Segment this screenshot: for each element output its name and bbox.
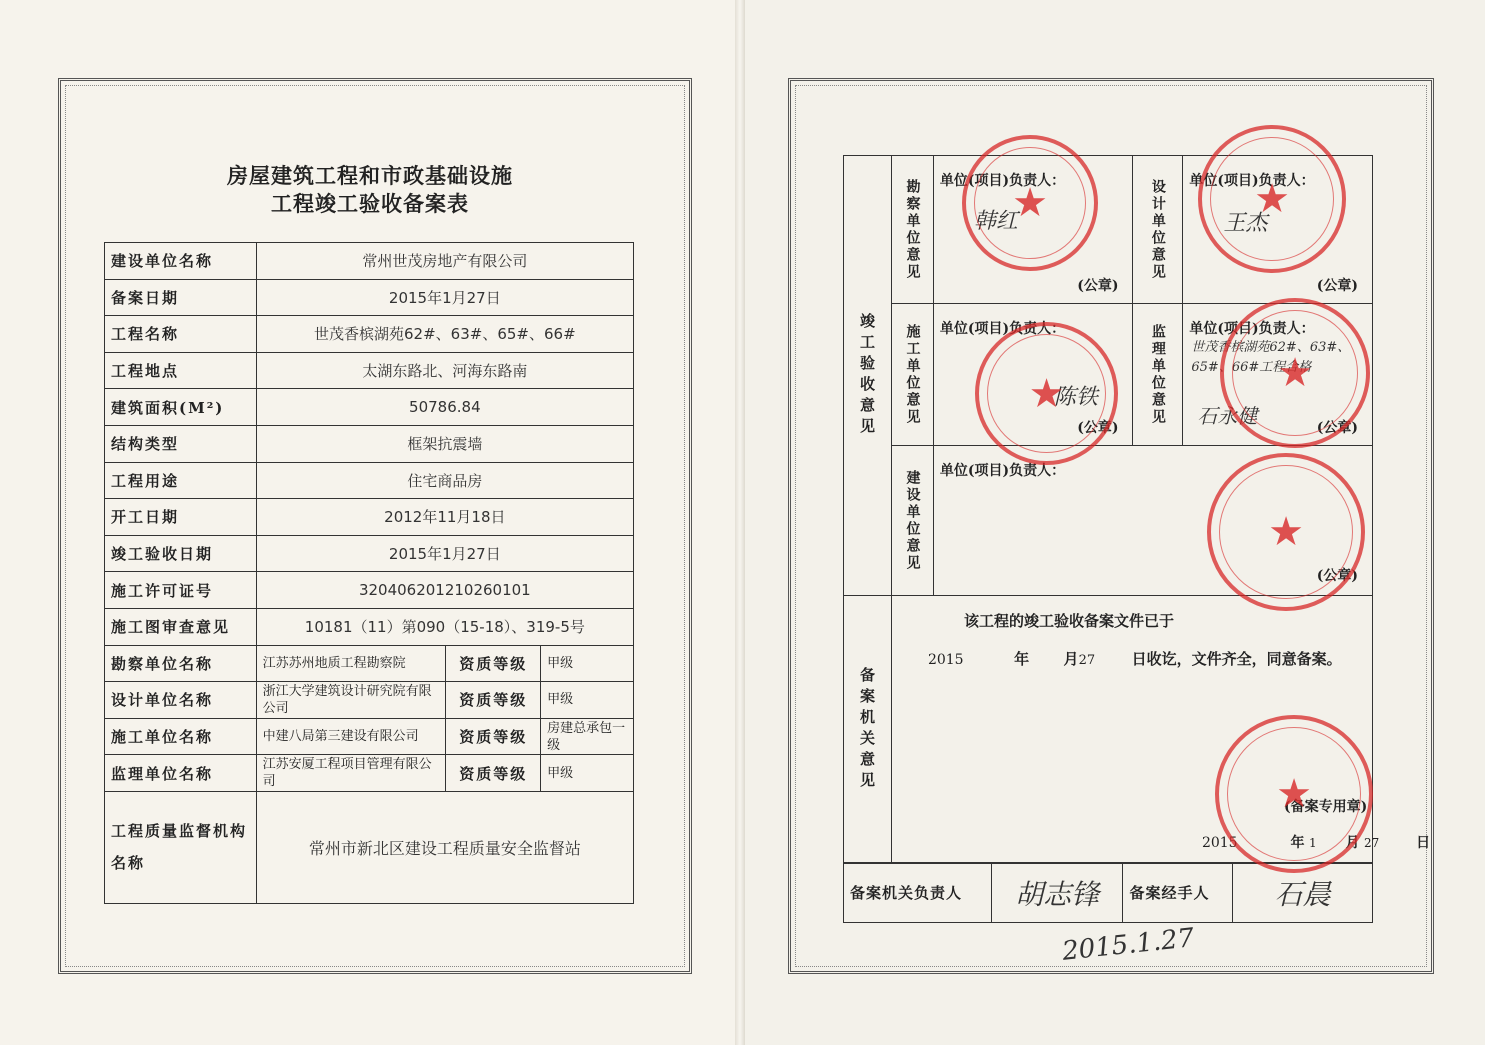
form-row (105, 279, 634, 316)
design-signature: 王杰 (1223, 211, 1268, 236)
survey-seal-label: (公章) (1077, 278, 1119, 294)
supervise-handwritten-note: 世茂香槟湖苑62#、63#、65#、66#工程合格 (1191, 340, 1351, 375)
handler-signature: 石晨 (1233, 863, 1373, 923)
supervise-opinion-label: 监理单位意见 (1133, 304, 1183, 446)
construction-opinion-cell (933, 304, 1133, 446)
unit-row-name: 江苏苏州地质工程勘察院 (256, 645, 446, 682)
record-date: 2015 年 1 月 27 日 (1201, 835, 1431, 851)
supervise-signature: 石永健 (1197, 404, 1258, 428)
unit-row-name: 中建八局第三建设有限公司 (256, 718, 446, 755)
form-row-value: 320406201210260101 (256, 572, 633, 609)
unit-row (105, 718, 634, 755)
build-responsible-label: 单位(项目)负责人： (939, 463, 1066, 479)
construction-responsible-label: 单位(项目)负责人： (939, 321, 1066, 337)
form-row-value: 世茂香槟湖苑62#、63#、65#、66# (256, 316, 633, 353)
handwritten-date: 2015.1.27 (1060, 923, 1196, 967)
form-row-label: 竣工验收日期 (105, 535, 257, 572)
unit-row-grade: 甲级 (541, 755, 634, 792)
survey-opinion-label: 勘察单位意见 (891, 156, 933, 304)
form-row-value: 住宅商品房 (256, 462, 633, 499)
form-row (105, 389, 634, 426)
form-row-label: 开工日期 (105, 499, 257, 536)
unit-row-grade: 甲级 (541, 682, 634, 719)
document-title-line2: 工程竣工验收备案表 (271, 191, 469, 216)
unit-row (105, 682, 634, 719)
completion-acceptance-label: 竣工验收意见 (844, 156, 892, 596)
record-year: 2015 (927, 652, 964, 668)
form-row-label: 工程地点 (105, 352, 257, 389)
form-row-value: 框架抗震墙 (256, 425, 633, 462)
record-authority-cell (891, 596, 1431, 864)
unit-row-grade: 房建总承包一级 (541, 718, 634, 755)
acceptance-opinion-table (843, 155, 1431, 864)
form-row (105, 425, 634, 462)
survey-signature: 韩红 (973, 209, 1018, 234)
form-row (105, 572, 634, 609)
build-opinion-label: 建设单位意见 (891, 446, 933, 596)
supervise-responsible-label: 单位(项目)负责人： (1189, 321, 1315, 337)
design-opinion-label: 设计单位意见 (1133, 156, 1183, 304)
unit-row-name: 浙江大学建筑设计研究院有限公司 (256, 682, 446, 719)
form-row (105, 243, 634, 280)
design-seal-label: (公章) (1316, 278, 1358, 294)
record-text-line2: 2015 年 月27 日收讫，文件齐全，同意备案。 (927, 650, 1342, 668)
form-row (105, 535, 634, 572)
form-row (105, 499, 634, 536)
construction-opinion-label: 施工单位意见 (891, 304, 933, 446)
form-row-label: 工程用途 (105, 462, 257, 499)
officer-signature: 胡志锋 (991, 863, 1123, 923)
build-opinion-cell (933, 446, 1372, 596)
record-officer-table (843, 862, 1373, 923)
form-row-label: 施工许可证号 (105, 572, 257, 609)
form-row-value: 2015年1月27日 (256, 535, 633, 572)
form-row-label: 备案日期 (105, 279, 257, 316)
build-seal-label: (公章) (1316, 568, 1358, 584)
form-row (105, 462, 634, 499)
unit-row-grade: 甲级 (541, 645, 634, 682)
unit-row-label: 监理单位名称 (105, 755, 257, 792)
form-row (105, 316, 634, 353)
unit-row-qual-label: 资质等级 (446, 718, 541, 755)
form-row-value: 50786.84 (256, 389, 633, 426)
unit-row (105, 755, 634, 792)
supervision-label: 工程质量监督机构名称 (105, 791, 257, 903)
book-spine (735, 0, 745, 1045)
design-responsible-label: 单位(项目)负责人： (1189, 173, 1315, 189)
unit-row-qual-label: 资质等级 (446, 755, 541, 792)
record-authority-label: 备案机关意见 (844, 596, 892, 864)
form-row-label: 结构类型 (105, 425, 257, 462)
survey-responsible-label: 单位(项目)负责人： (939, 173, 1066, 189)
officer-label: 备案机关负责人 (844, 863, 992, 923)
supervise-opinion-cell (1183, 304, 1373, 446)
supervision-value: 常州市新北区建设工程质量安全监督站 (256, 791, 633, 903)
form-row (105, 608, 634, 645)
form-row-value: 2012年11月18日 (256, 499, 633, 536)
form-row-value: 2015年1月27日 (256, 279, 633, 316)
form-row-label: 工程名称 (105, 316, 257, 353)
unit-row-qual-label: 资质等级 (446, 645, 541, 682)
construction-signature: 陈铁 (1053, 385, 1098, 410)
supervision-row (105, 791, 634, 903)
document-title-line1: 房屋建筑工程和市政基础设施 (227, 163, 513, 188)
survey-opinion-cell (933, 156, 1133, 304)
unit-row-label: 设计单位名称 (105, 682, 257, 719)
unit-row-name: 江苏安厦工程项目管理有限公司 (256, 755, 446, 792)
form-row-value: 常州世茂房地产有限公司 (256, 243, 633, 280)
form-row-value: 太湖东路北、河海东路南 (256, 352, 633, 389)
unit-row-qual-label: 资质等级 (446, 682, 541, 719)
form-row (105, 352, 634, 389)
form-row-label: 建筑面积(M²) (105, 389, 257, 426)
supervise-seal-label: (公章) (1316, 420, 1358, 436)
unit-row-label: 施工单位名称 (105, 718, 257, 755)
record-text-line1: 该工程的竣工验收备案文件已于 (963, 612, 1174, 630)
handler-label: 备案经手人 (1123, 863, 1233, 923)
record-seal-label: (备案专用章) (1283, 799, 1368, 815)
form-row-label: 建设单位名称 (105, 243, 257, 280)
form-row-value: 10181（11）第090（15-18）、319-5号 (256, 608, 633, 645)
construction-seal-label: (公章) (1077, 420, 1119, 436)
form-row-label: 施工图审查意见 (105, 608, 257, 645)
design-opinion-cell (1183, 156, 1373, 304)
unit-row-label: 勘察单位名称 (105, 645, 257, 682)
unit-row (105, 645, 634, 682)
record-day: 27 (1078, 653, 1096, 668)
record-form-table (104, 242, 634, 904)
